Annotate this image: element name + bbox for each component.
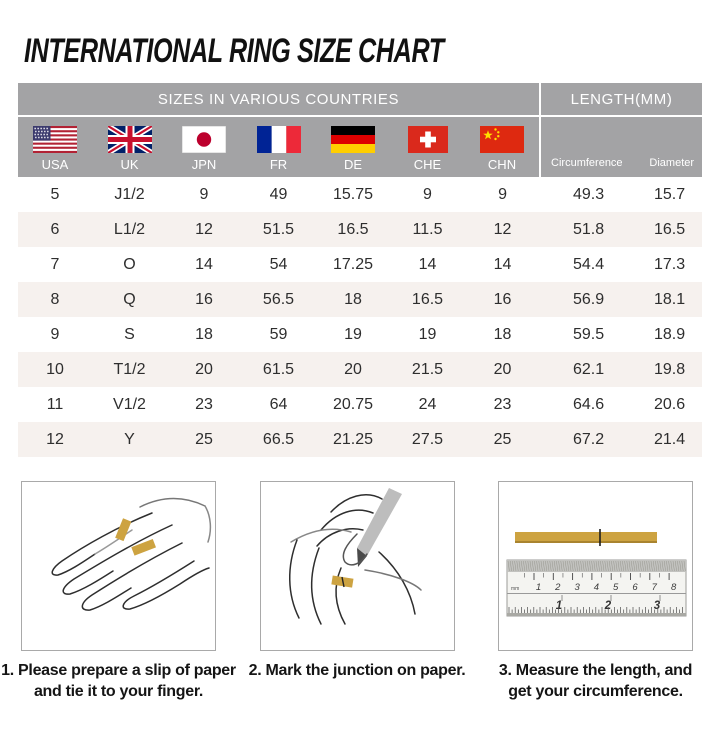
japan-flag-icon — [182, 126, 226, 153]
measurement-steps — [1, 481, 694, 702]
size-cell: Y — [92, 422, 167, 457]
size-cell: 20 — [465, 352, 540, 387]
size-cell: 18.1 — [637, 282, 702, 317]
column-header-usa — [18, 116, 92, 177]
size-cell: 16.5 — [390, 282, 465, 317]
svg-text:4: 4 — [593, 582, 600, 593]
paper-strip-shadow — [515, 541, 657, 543]
size-cell: 12 — [18, 422, 92, 457]
country-code: CHN — [487, 157, 517, 172]
size-cell: 19 — [344, 325, 362, 343]
uk-flag-icon — [108, 126, 152, 153]
size-cell: T1/2 — [92, 352, 167, 387]
step-1 — [1, 481, 236, 702]
svg-text:mm: mm — [511, 586, 520, 592]
diameter-header: Diameter — [649, 157, 695, 169]
size-cell: 12 — [465, 212, 540, 247]
size-cell: 14 — [418, 255, 437, 273]
usa-flag-icon — [33, 126, 77, 153]
step-3 — [497, 481, 694, 702]
size-cell: 59 — [269, 325, 288, 343]
size-cell: 9 — [199, 185, 209, 203]
size-cell: 9 — [498, 185, 507, 203]
size-cell: 51.5 — [241, 212, 316, 247]
size-cell: 19.8 — [637, 352, 702, 387]
length-subheader — [540, 116, 702, 177]
size-cell: 21.4 — [637, 422, 702, 457]
table-row — [18, 422, 702, 457]
size-cell: 56.9 — [540, 282, 637, 317]
size-cell: 6 — [18, 212, 92, 247]
size-cell: Q — [92, 282, 167, 317]
title-bar — [24, 34, 720, 68]
column-header-chn — [465, 116, 540, 177]
column-header-che — [390, 116, 465, 177]
size-cell: 5 — [50, 185, 60, 203]
size-cell: 8 — [18, 282, 92, 317]
ruler-graphic — [499, 482, 692, 650]
size-cell: 17.3 — [653, 255, 686, 273]
svg-text:3: 3 — [574, 582, 580, 593]
circumference-header: Circumference — [551, 157, 623, 169]
svg-text:5: 5 — [613, 582, 619, 593]
size-cell: V1/2 — [113, 395, 146, 413]
country-code: FR — [269, 157, 288, 172]
size-cell: 66.5 — [241, 422, 316, 457]
size-cell: 27.5 — [390, 422, 465, 457]
step-2-caption: 2. Mark the junction on paper. — [248, 662, 466, 679]
ring-size-table — [18, 83, 702, 457]
size-cell: 19 — [418, 325, 437, 343]
size-cell: 7 — [50, 255, 60, 273]
germany-flag-icon — [331, 126, 375, 153]
paper-slip-graphic — [115, 518, 156, 555]
size-cell: 49.3 — [572, 185, 605, 203]
svg-text:6: 6 — [632, 582, 638, 593]
group-header-row — [18, 83, 702, 116]
size-cell: 12 — [167, 212, 241, 247]
hand-with-paper-slip-icon — [22, 482, 215, 650]
country-code: CHE — [413, 157, 442, 172]
country-code: UK — [120, 157, 139, 172]
svg-text:1: 1 — [555, 600, 563, 612]
country-header-row — [18, 116, 702, 177]
size-cell: 18 — [316, 282, 390, 317]
svg-text:2: 2 — [555, 582, 561, 593]
size-cell: 16.5 — [316, 212, 390, 247]
column-header-fr — [241, 116, 316, 177]
step-3-illustration — [498, 481, 693, 651]
size-cell: 61.5 — [241, 352, 316, 387]
china-flag-icon — [480, 126, 524, 153]
size-cell: 15.7 — [653, 185, 686, 203]
column-header-de — [316, 116, 390, 177]
size-cell: 59.5 — [572, 325, 605, 343]
size-cell: 18 — [195, 325, 213, 343]
size-cell: 11.5 — [390, 212, 465, 247]
step-1-illustration — [21, 481, 216, 651]
france-flag-icon — [257, 126, 301, 153]
size-cell: L1/2 — [92, 212, 167, 247]
size-cell: 17.25 — [332, 255, 374, 273]
size-cell: 21.5 — [390, 352, 465, 387]
length-group-header: LENGTH(MM) — [540, 83, 702, 116]
size-cell: 24 — [418, 395, 437, 413]
step-1-caption: 1. Please prepare a slip of paper and tie it to your finger. — [1, 662, 236, 701]
switzerland-flag-icon — [408, 126, 448, 153]
size-cell: 9 — [50, 325, 60, 343]
size-cell: 23 — [195, 395, 213, 413]
size-cell: 54 — [269, 255, 288, 273]
size-cell: 20 — [316, 352, 390, 387]
country-code: JPN — [191, 157, 217, 172]
country-code: USA — [41, 157, 69, 172]
size-cell: 14 — [493, 255, 512, 273]
size-cell: 16 — [465, 282, 540, 317]
step-2-illustration — [260, 481, 455, 651]
size-cell: 16.5 — [637, 212, 702, 247]
ruler-bottom-band — [507, 613, 686, 616]
size-cell: 54.4 — [572, 255, 605, 273]
size-cell: 14 — [195, 255, 213, 273]
table-row — [18, 212, 702, 247]
size-cell: 67.2 — [540, 422, 637, 457]
sizes-group-header: SIZES IN VARIOUS COUNTRIES — [18, 83, 540, 116]
size-cell: 25 — [167, 422, 241, 457]
size-cell: 21.25 — [316, 422, 390, 457]
size-cell: 23 — [493, 395, 512, 413]
size-cell: 15.75 — [332, 185, 374, 203]
size-cell: 18 — [493, 325, 512, 343]
size-cell: 51.8 — [540, 212, 637, 247]
svg-text:3: 3 — [653, 600, 661, 612]
svg-text:1: 1 — [535, 582, 542, 593]
size-cell: S — [124, 325, 135, 343]
table-row — [18, 282, 702, 317]
size-cell: 64 — [269, 395, 288, 413]
column-header-jpn — [167, 116, 241, 177]
size-cell: 9 — [423, 185, 432, 203]
size-cell: 20.6 — [653, 395, 686, 413]
size-cell: 25 — [465, 422, 540, 457]
table-body — [18, 177, 702, 457]
size-cell: 56.5 — [241, 282, 316, 317]
table-row — [18, 352, 702, 387]
page-title: INTERNATIONAL RING SIZE CHART — [24, 32, 444, 70]
size-cell: 49 — [269, 185, 288, 203]
table-row — [18, 177, 702, 212]
size-cell: 62.1 — [540, 352, 637, 387]
table-row — [18, 387, 702, 422]
size-cell: O — [123, 255, 136, 273]
step-3-caption: 3. Measure the length, and get your circumference. — [498, 662, 693, 701]
size-cell: 64.6 — [572, 395, 605, 413]
size-cell: J1/2 — [114, 185, 145, 203]
size-cell: 10 — [18, 352, 92, 387]
size-cell: 11 — [46, 395, 64, 413]
svg-text:7: 7 — [651, 582, 657, 593]
table-row — [18, 247, 702, 282]
marked-paper-strip-graphic — [331, 575, 353, 587]
column-header-uk — [92, 116, 167, 177]
step-2 — [248, 481, 466, 702]
marking-hand-icon — [261, 482, 454, 650]
svg-text:2: 2 — [604, 600, 612, 612]
svg-text:8: 8 — [670, 582, 677, 593]
size-cell: 16 — [167, 282, 241, 317]
size-cell: 18.9 — [653, 325, 686, 343]
country-code: DE — [343, 157, 363, 172]
size-cell: 20.75 — [332, 395, 374, 413]
size-cell: 20 — [167, 352, 241, 387]
table-row — [18, 317, 702, 352]
